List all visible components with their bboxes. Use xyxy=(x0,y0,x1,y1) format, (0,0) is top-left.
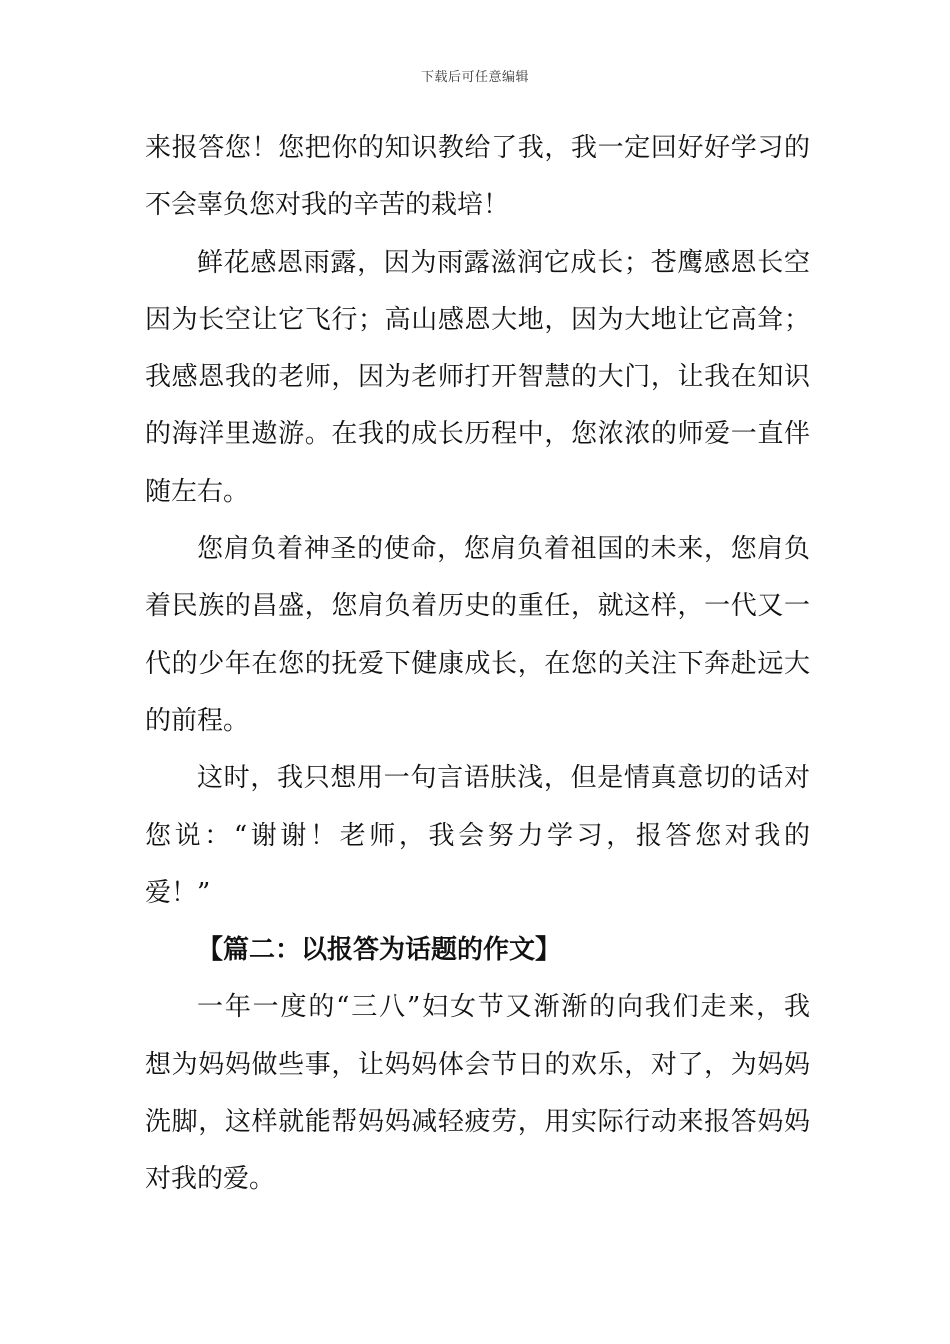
text-line: 因为长空让它飞行；高山感恩大地，因为大地让它高耸； xyxy=(145,304,810,335)
text-line: 的海洋里遨游。在我的成长历程中，您浓浓的师爱一直伴 xyxy=(145,419,810,450)
text-line: 不会辜负您对我的辛苦的栽培！ xyxy=(145,190,510,221)
text-line: 我感恩我的老师，因为老师打开智慧的大门，让我在知识 xyxy=(145,362,810,393)
text-line: 您说：“谢谢！老师，我会努力学习，报答您对我的 xyxy=(145,820,810,851)
text-line: 洗脚，这样就能帮妈妈减轻疲劳，用实际行动来报答妈妈 xyxy=(145,1107,810,1138)
text-line: 着民族的昌盛，您肩负着历史的重任，就这样，一代又一 xyxy=(145,591,810,622)
text-line: 代的少年在您的抚爱下健康成长，在您的关注下奔赴远大 xyxy=(145,648,810,679)
text-line: 对我的爱。 xyxy=(145,1164,276,1195)
text-line: 鲜花感恩雨露，因为雨露滋润它成长；苍鹰感恩长空 xyxy=(197,247,810,278)
page-header: 下载后可任意编辑 xyxy=(420,70,529,85)
text-line: 爱！” xyxy=(145,877,211,908)
text-line: 一年一度的“三八”妇女节又渐渐的向我们走来，我 xyxy=(197,992,810,1023)
text-line: 随左右。 xyxy=(145,476,250,507)
text-line: 来报答您！您把你的知识教给了我，我一定回好好学习的 xyxy=(145,133,810,163)
section-heading: 【篇二：以报答为话题的作文】 xyxy=(197,935,562,966)
text-line: 的前程。 xyxy=(145,705,250,736)
text-line: 这时，我只想用一句言语肤浅，但是情真意切的话对 xyxy=(197,763,810,794)
document-body xyxy=(145,120,810,1209)
text-line: 您肩负着神圣的使命，您肩负着祖国的未来，您肩负 xyxy=(197,534,810,565)
text-line: 想为妈妈做些事，让妈妈体会节日的欢乐，对了，为妈妈 xyxy=(145,1049,810,1080)
